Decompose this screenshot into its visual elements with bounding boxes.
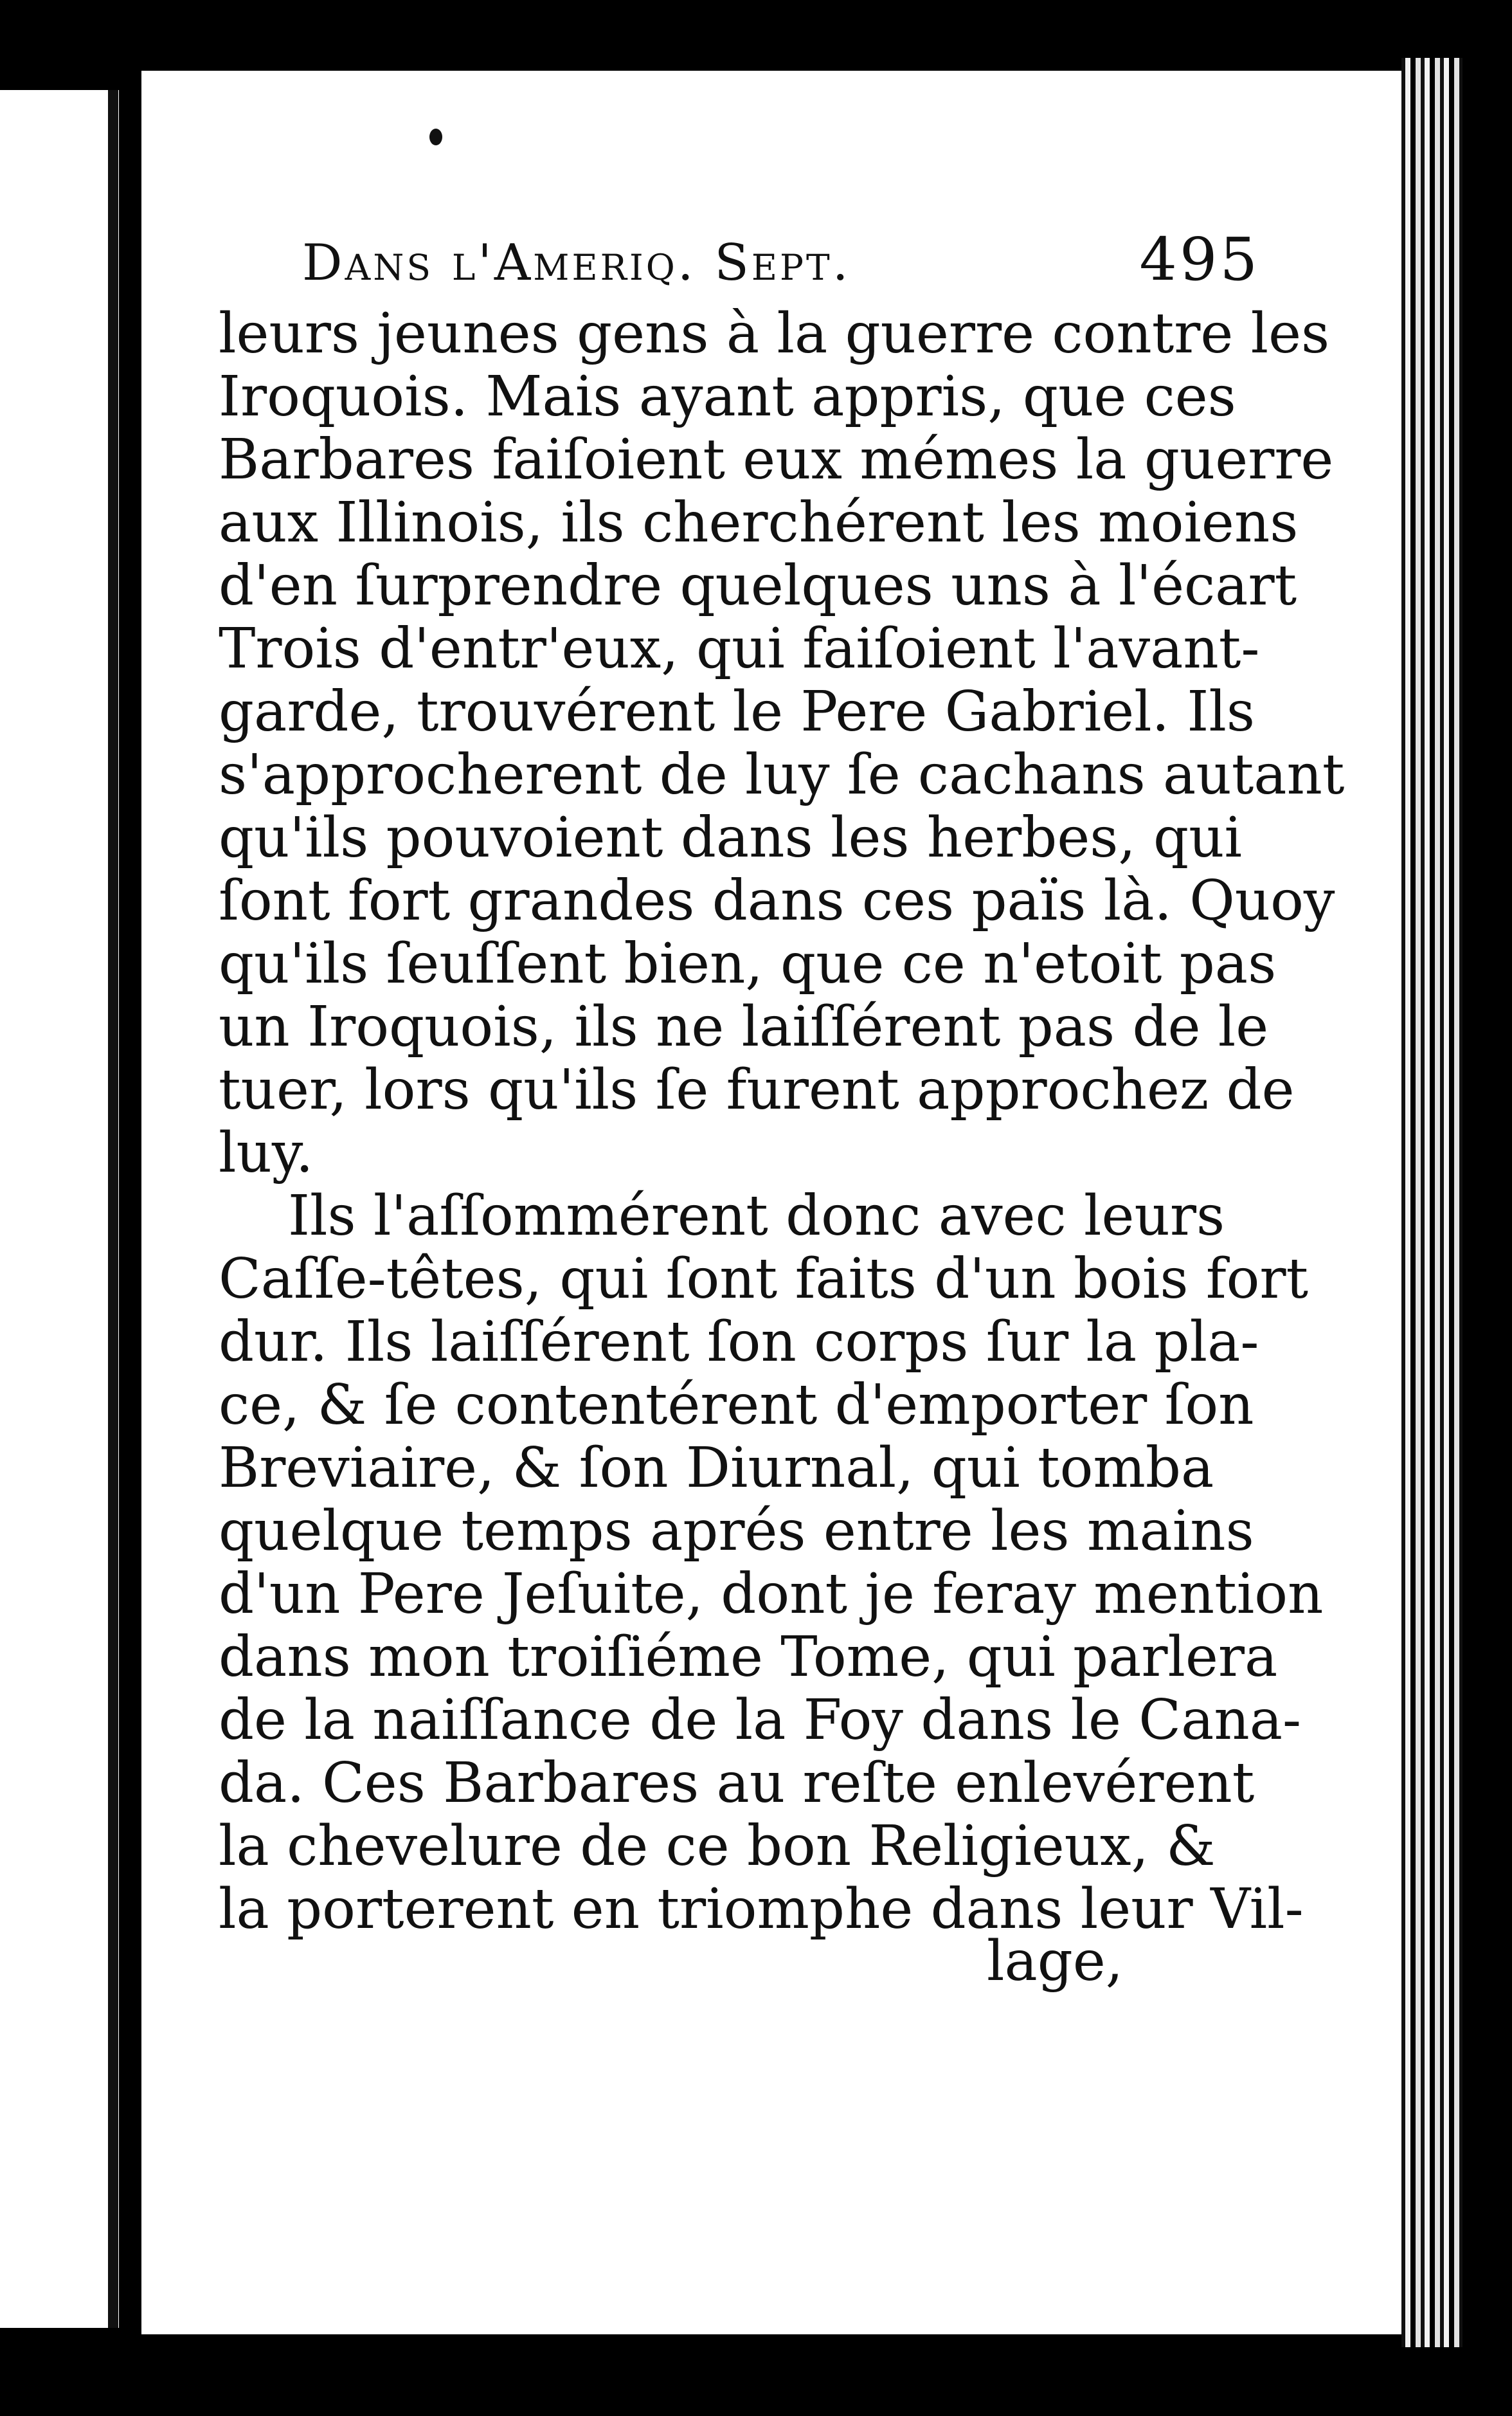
text-line: Caſſe-têtes, qui ſont faits d'un bois fort — [219, 1247, 1309, 1311]
running-head — [302, 225, 1260, 294]
text-line: un Iroquois, ils ne laiſſérent pas de le — [219, 995, 1269, 1059]
text-line: luy. — [219, 1121, 314, 1185]
ink-speck — [429, 129, 442, 145]
text-line: la porterent en triomphe dans leur Vil- — [219, 1877, 1304, 1941]
scan-border-right — [1462, 58, 1512, 2347]
text-line: Ils l'aſſommérent donc avec leurs — [288, 1184, 1225, 1248]
text-line: qu'ils pouvoient dans les herbes, qui — [219, 806, 1242, 870]
text-line: quelque temps aprés entre les mains — [219, 1499, 1254, 1563]
text-line: leurs jeunes gens à la guerre contre les — [219, 302, 1330, 366]
binding-shadow — [108, 90, 118, 2328]
text-line: s'approcherent de luy ſe cachans autant — [219, 743, 1345, 807]
text-line: dans mon troiſiéme Tome, qui parlera — [219, 1625, 1278, 1689]
text-line: qu'ils ſeuſſent bien, que ce n'etoit pas — [219, 932, 1277, 996]
text-line: aux Illinois, ils cherchérent les moiens — [219, 491, 1299, 555]
text-line: la chevelure de ce bon Religieux, & — [219, 1814, 1216, 1878]
text-line: ſont fort grandes dans ces païs là. Quoy — [219, 869, 1335, 933]
text-line: Iroquois. Mais ayant appris, que ces — [219, 365, 1236, 429]
text-line: garde, trouvérent le Pere Gabriel. Ils — [219, 680, 1255, 744]
text-line: Breviaire, & ſon Diurnal, qui tomba — [219, 1436, 1214, 1500]
text-line: d'en ſurprendre quelques uns à l'écart — [219, 554, 1297, 618]
running-head-title: Dans l'Ameriq. Sept. — [302, 234, 851, 292]
catchword: lage, — [987, 1929, 1124, 1994]
text-line: da. Ces Barbares au reſte enlevérent — [219, 1751, 1255, 1815]
body-text — [219, 302, 1345, 1941]
text-line: dur. Ils laiſſérent ſon corps ſur la pla- — [219, 1310, 1259, 1374]
facing-page-edge — [0, 90, 119, 2328]
page-number: 495 — [1139, 225, 1260, 294]
text-line: Trois d'entr'eux, qui faiſoient l'avant- — [219, 617, 1260, 681]
text-line: d'un Pere Jeſuite, dont je feray mention — [219, 1562, 1324, 1626]
text-line: ce, & ſe contentérent d'emporter ſon — [219, 1373, 1254, 1437]
text-line: de la naiſſance de la Foy dans le Cana- — [219, 1688, 1302, 1752]
text-line: tuer, lors qu'ils ſe furent approchez de — [219, 1058, 1295, 1122]
text-line: Barbares faiſoient eux mémes la guerre — [219, 428, 1334, 492]
